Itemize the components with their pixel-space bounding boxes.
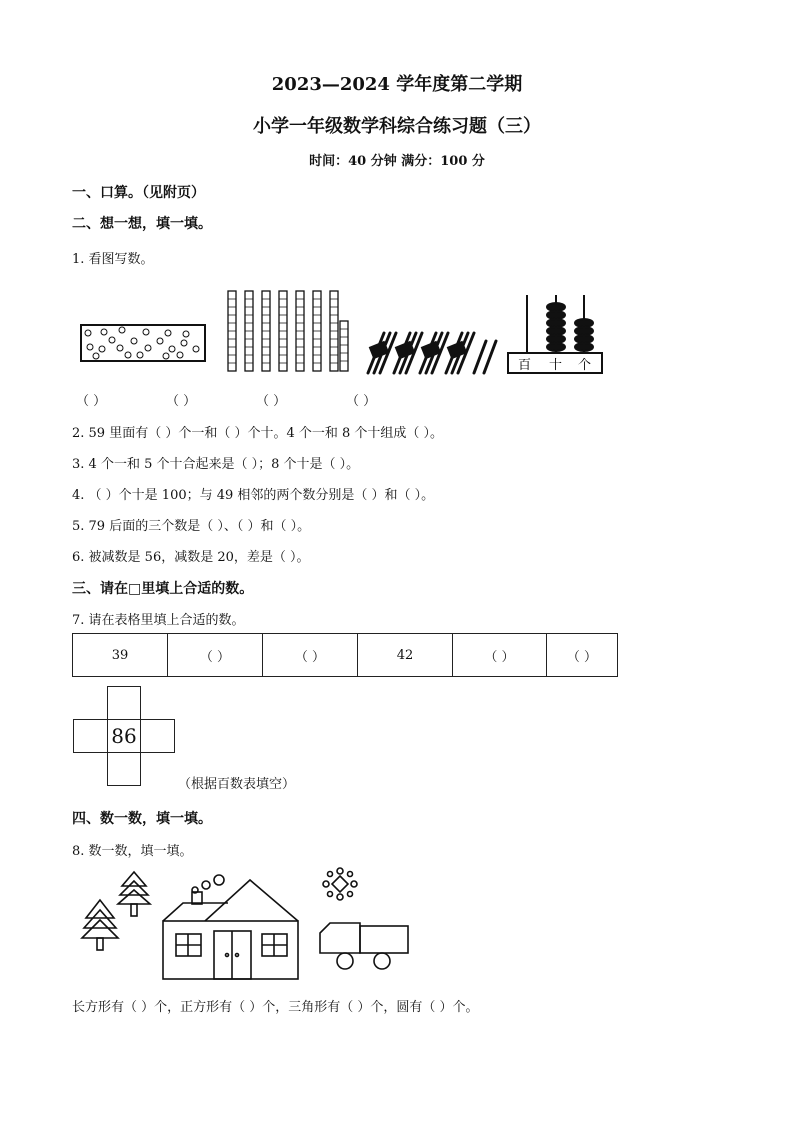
exam-title: 小学一年级数学科综合练习题（三）: [253, 116, 541, 137]
table-cell: 42: [358, 634, 453, 677]
time-info: 时间：40 分钟 满分：100 分: [309, 154, 485, 169]
section-2-heading: 二、想一想，填一填。: [72, 216, 212, 232]
q1-figures: [0, 285, 794, 405]
cross-cell-top[interactable]: [107, 686, 141, 720]
year-title: 2023—2024 学年度第二学期: [271, 74, 523, 95]
q1-answer-4[interactable]: （ ）: [346, 394, 377, 409]
hundreds-cross-grid: [73, 686, 175, 786]
cross-cell-bottom[interactable]: [107, 752, 141, 786]
abacus-label-tens: 十: [549, 358, 563, 373]
tree-icon-left: [82, 900, 118, 950]
question-8: 8. 数一数，填一填。: [72, 844, 193, 859]
section-4-heading: 四、数一数，填一填。: [72, 811, 212, 827]
q8-shapes-picture: [0, 868, 794, 988]
question-8-answer-line: 长方形有（ ）个，正方形有（ ）个，三角形有（ ）个，圆有（ ）个。: [72, 1000, 479, 1015]
section-3-heading: 三、请在□里填上合适的数。: [72, 581, 254, 597]
table-cell[interactable]: （ ）: [168, 634, 263, 677]
house-icon: [163, 875, 298, 979]
cross-cell-center: 86: [107, 719, 141, 753]
cross-note: （根据百数表填空）: [178, 777, 296, 792]
question-5: 5. 79 后面的三个数是（ ）、（ ）和（ ）。: [72, 519, 311, 534]
table-cell[interactable]: （ ）: [453, 634, 547, 677]
q1-answer-3[interactable]: （ ）: [256, 394, 287, 409]
question-1: 1. 看图写数。: [72, 252, 154, 267]
q1-answer-2[interactable]: （ ）: [166, 394, 197, 409]
table-cell[interactable]: （ ）: [263, 634, 358, 677]
dots-box: [81, 325, 205, 361]
ten-rods: [228, 291, 348, 371]
number-sequence-table: [72, 633, 618, 677]
section-1-heading: 一、口算。（见附页）: [72, 185, 205, 201]
table-cell: 39: [73, 634, 168, 677]
abacus-label-ones: 个: [578, 358, 592, 373]
flower-icon: [323, 868, 357, 900]
question-3: 3. 4 个一和 5 个十合起来是（ ）；8 个十是（ ）。: [72, 457, 360, 472]
question-4: 4. （ ）个十是 100；与 49 相邻的两个数分别是（ ）和（ ）。: [72, 488, 435, 503]
table-cell[interactable]: （ ）: [547, 634, 618, 677]
q1-answer-1[interactable]: （ ）: [76, 394, 107, 409]
truck-icon: [320, 923, 408, 969]
question-6: 6. 被减数是 56，减数是 20，差是（ ）。: [72, 550, 310, 565]
stick-bundles: [368, 333, 496, 373]
abacus-label-hundreds: 百: [518, 358, 532, 373]
question-7: 7. 请在表格里填上合适的数。: [72, 613, 245, 628]
tree-icon-right: [118, 872, 150, 916]
question-2: 2. 59 里面有（ ）个一和（ ）个十。4 个一和 8 个十组成（ ）。: [72, 426, 444, 441]
